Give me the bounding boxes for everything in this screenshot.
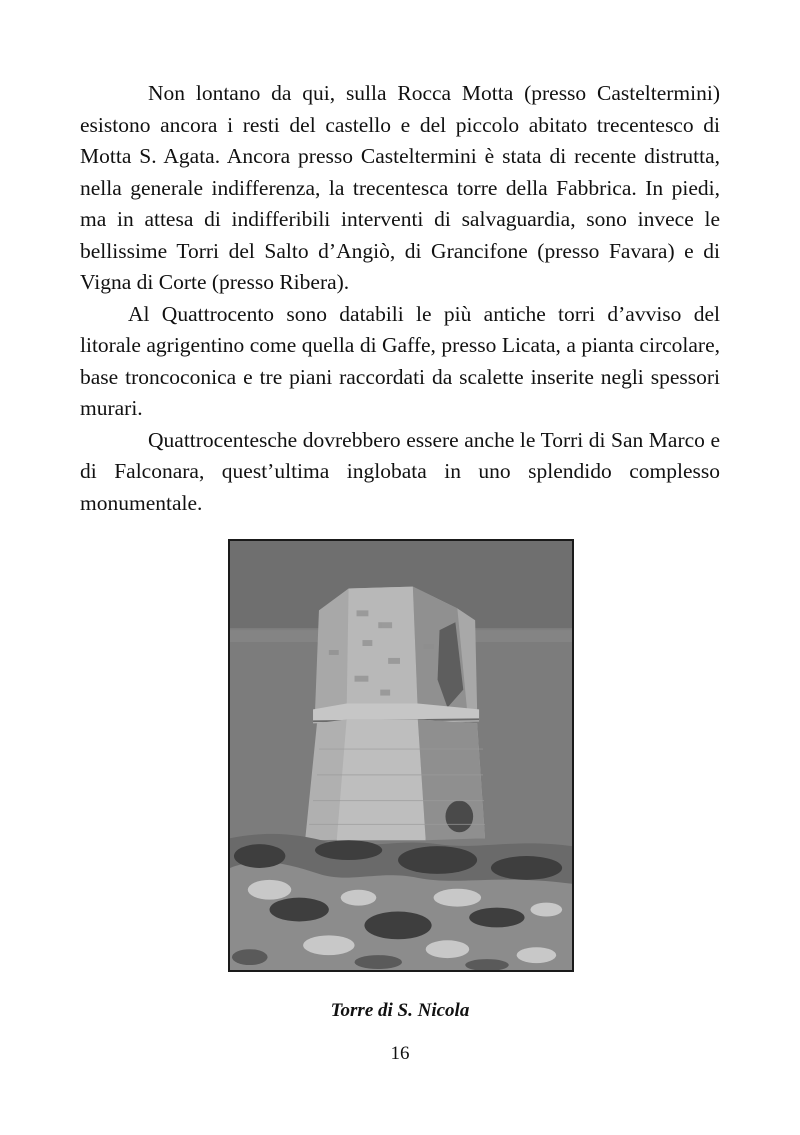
page-number: 16 xyxy=(390,1043,410,1064)
body-text xyxy=(80,78,720,519)
paragraph-1: Non lontano da qui, sulla Rocca Motta (presso Casteltermini) esistono ancora i resti del castello e del piccolo abitato trecentesco di Motta S. Agata. Ancora presso Casteltermini è stata di recente distrutta, nella generale indifferenza, la trecentesca torre della Fabbrica. In piedi, ma in attesa di indifferibili interventi di salvaguardia, sono invece le bellissime Torri del Salto d’Angiò, di Grancifone (presso Favara) e di Vigna di Corte (presso Ribera). xyxy=(80,81,720,294)
tower-photo-illustration xyxy=(230,541,572,970)
tower-photo xyxy=(228,539,574,972)
figure-caption: Torre di S. Nicola xyxy=(330,1000,470,1021)
paragraph-3: Quattrocentesche dovrebbero essere anche le Torri di San Marco e di Falconara, quest’ultima inglobata in uno splendido complesso monumentale. xyxy=(80,427,720,515)
paragraph-2: Al Quattrocento sono databili le più antiche torri d’avviso del litorale agrigentino come quella di Gaffe, presso Licata, a pianta circolare, base troncoconica e tre piani raccordati da scalette inserite negli spessori murari. xyxy=(80,301,720,420)
